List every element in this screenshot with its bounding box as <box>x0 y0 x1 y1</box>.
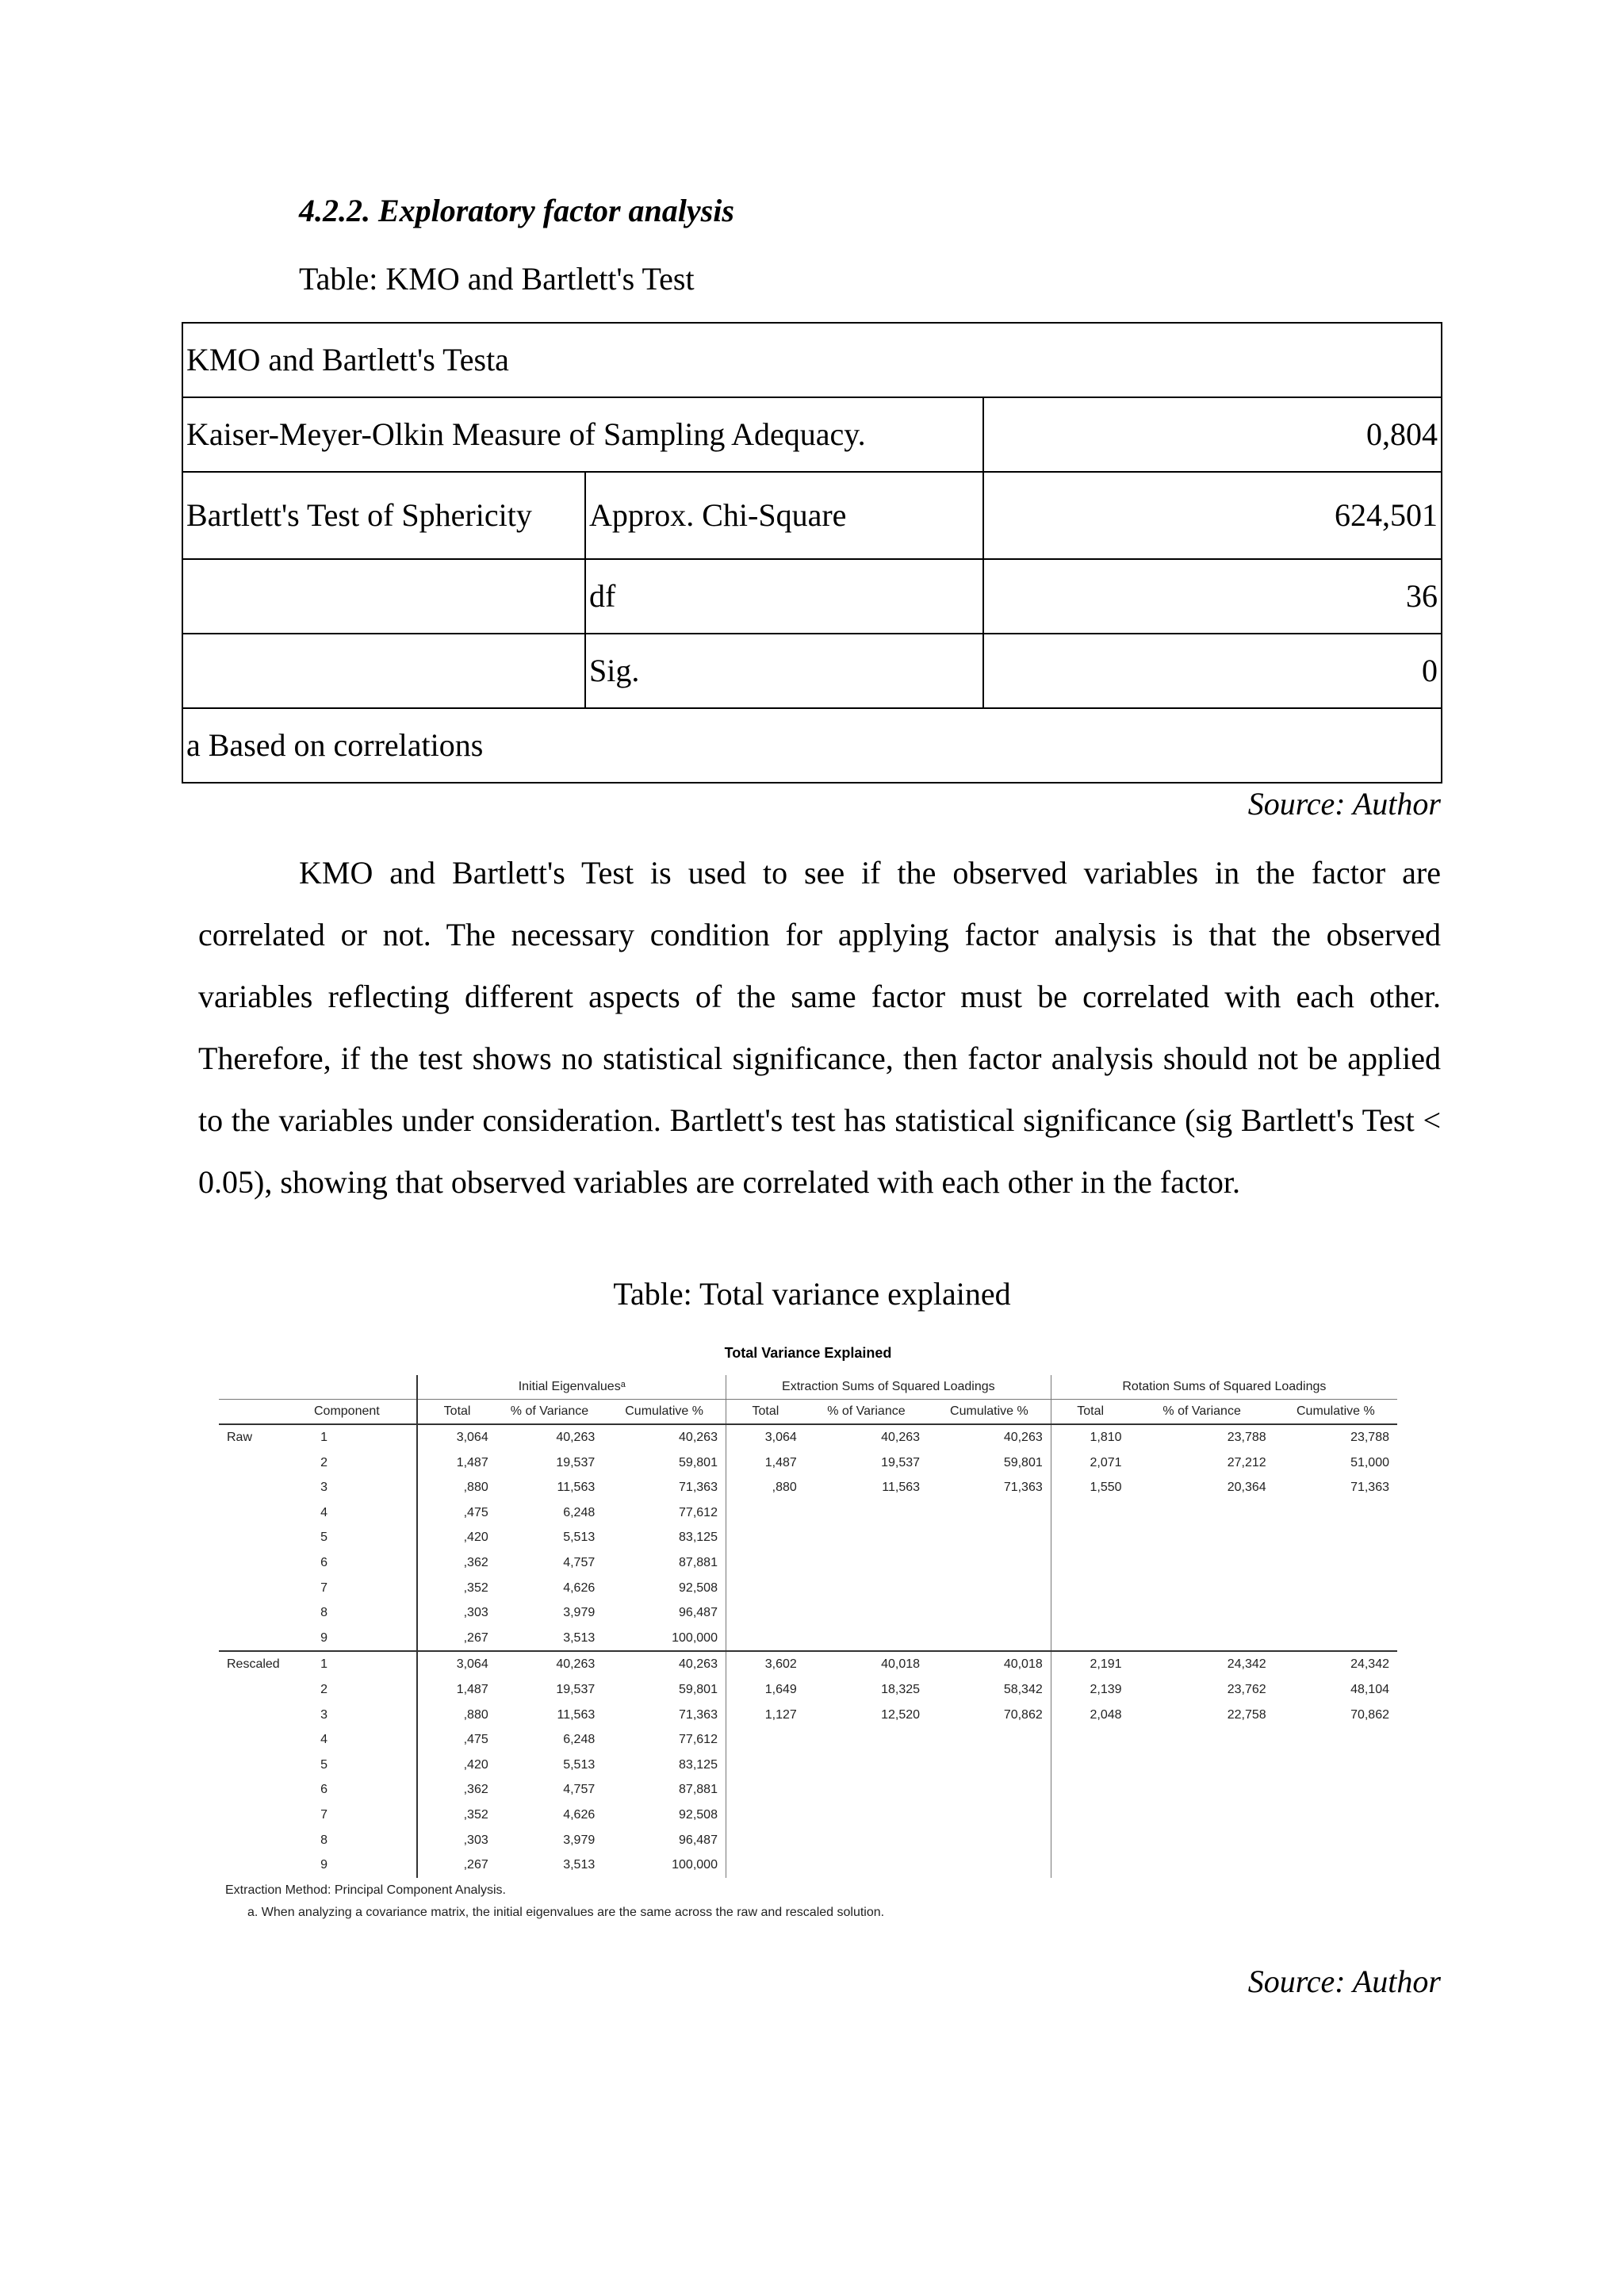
value-cell: 40,263 <box>496 1424 603 1450</box>
table-row <box>219 1500 1397 1526</box>
value-cell: 40,263 <box>603 1651 726 1677</box>
table-row <box>219 1424 1397 1450</box>
table1-caption: Table: KMO and Bartlett's Test <box>299 261 695 297</box>
value-cell: 48,104 <box>1350 1682 1389 1696</box>
value-cell: 3,513 <box>563 1630 596 1645</box>
value-cell: 100,000 <box>672 1858 718 1872</box>
value-cell: 3,513 <box>563 1858 596 1872</box>
group-header-rotation: Rotation Sums of Squared Loadings <box>1051 1375 1397 1400</box>
value-cell: ,420 <box>417 1753 496 1778</box>
value-cell: 11,563 <box>557 1481 596 1495</box>
value-cell: 59,801 <box>679 1455 718 1469</box>
value-cell <box>1274 1803 1397 1828</box>
value-cell: 23,788 <box>1274 1424 1397 1450</box>
value-cell <box>1130 1600 1274 1626</box>
value-cell <box>1274 1852 1397 1878</box>
value-cell <box>1274 1727 1397 1753</box>
value-cell <box>928 1727 1051 1753</box>
chi-square-value: 624,501 <box>983 472 1442 559</box>
value-cell: 1,487 <box>417 1450 496 1476</box>
value-cell <box>726 1525 804 1550</box>
value-cell: 4,626 <box>563 1807 596 1822</box>
value-cell <box>1130 1500 1274 1526</box>
value-cell <box>1130 1828 1274 1853</box>
value-cell: 3,979 <box>563 1833 596 1847</box>
value-cell <box>1130 1753 1274 1778</box>
value-cell: ,303 <box>417 1600 496 1626</box>
table-row <box>219 1600 1397 1626</box>
component-number: 8 <box>317 1600 417 1626</box>
component-number: 7 <box>317 1576 417 1601</box>
section-heading: 4.2.2. Exploratory factor analysis <box>299 193 734 228</box>
value-cell <box>1051 1852 1129 1878</box>
value-cell <box>1130 1777 1274 1803</box>
value-cell: 1,649 <box>726 1677 804 1703</box>
value-cell <box>805 1803 928 1828</box>
value-cell <box>1130 1626 1274 1652</box>
value-cell: 5,513 <box>563 1757 596 1772</box>
value-cell: 83,125 <box>679 1531 718 1545</box>
value-cell <box>1274 1626 1397 1652</box>
value-cell: ,475 <box>417 1727 496 1753</box>
value-cell <box>726 1727 804 1753</box>
table-row <box>219 1677 1397 1703</box>
component-header: Component <box>219 1400 417 1425</box>
value-cell <box>1274 1550 1397 1576</box>
value-cell: 71,363 <box>1350 1481 1389 1495</box>
table-row <box>219 1550 1397 1576</box>
value-cell <box>1051 1626 1129 1652</box>
value-cell: ,420 <box>417 1525 496 1550</box>
value-cell: 59,801 <box>1003 1455 1043 1469</box>
component-number: 7 <box>317 1803 417 1828</box>
value-cell <box>1130 1550 1274 1576</box>
value-cell <box>1274 1525 1397 1550</box>
value-cell <box>805 1727 928 1753</box>
value-cell: 4,626 <box>563 1580 596 1595</box>
df-value: 36 <box>983 559 1442 634</box>
value-cell: 18,325 <box>881 1682 921 1696</box>
value-cell: 19,537 <box>556 1455 596 1469</box>
value-cell: 40,263 <box>496 1651 603 1677</box>
value-cell: 71,363 <box>1003 1481 1043 1495</box>
value-cell <box>1051 1600 1129 1626</box>
value-cell <box>805 1500 928 1526</box>
value-cell <box>928 1828 1051 1853</box>
value-cell: ,880 <box>417 1703 496 1728</box>
value-cell: ,880 <box>726 1475 804 1500</box>
component-number: 4 <box>317 1727 417 1753</box>
group-header-extraction: Extraction Sums of Squared Loadings <box>726 1375 1051 1400</box>
value-cell: ,303 <box>417 1828 496 1853</box>
value-cell: 2,071 <box>1051 1450 1129 1476</box>
value-cell <box>928 1852 1051 1878</box>
table-row <box>219 1777 1397 1803</box>
value-cell: ,267 <box>417 1852 496 1878</box>
value-cell: 3,064 <box>417 1651 496 1677</box>
value-cell <box>805 1525 928 1550</box>
value-cell: ,352 <box>417 1576 496 1601</box>
value-cell: 27,212 <box>1227 1455 1266 1469</box>
value-cell: 1,127 <box>726 1703 804 1728</box>
value-cell: 19,537 <box>556 1682 596 1696</box>
value-cell: 40,263 <box>928 1424 1051 1450</box>
value-cell <box>726 1626 804 1652</box>
value-cell: 77,612 <box>679 1733 718 1747</box>
value-cell: 40,018 <box>805 1651 928 1677</box>
value-cell: 2,191 <box>1051 1651 1129 1677</box>
sub-header: Cumulative % <box>1274 1400 1397 1425</box>
value-cell <box>726 1852 804 1878</box>
group-label: Raw <box>219 1424 317 1651</box>
table-row <box>219 1450 1397 1476</box>
table2-caption: Table: Total variance explained <box>613 1276 1011 1312</box>
sub-header: % of Variance <box>496 1400 603 1425</box>
table1-source: Source: Author <box>1247 786 1441 822</box>
value-cell <box>726 1550 804 1576</box>
value-cell <box>928 1525 1051 1550</box>
sig-label: Sig. <box>585 634 983 708</box>
table-row <box>219 1703 1397 1728</box>
value-cell: 70,862 <box>1003 1707 1043 1722</box>
value-cell <box>726 1803 804 1828</box>
table-row <box>219 1803 1397 1828</box>
value-cell: 4,757 <box>563 1783 596 1797</box>
value-cell <box>726 1576 804 1601</box>
value-cell: 4,757 <box>563 1555 596 1569</box>
value-cell: 1,487 <box>726 1450 804 1476</box>
value-cell <box>726 1828 804 1853</box>
value-cell <box>928 1500 1051 1526</box>
component-number: 5 <box>317 1753 417 1778</box>
value-cell: 40,263 <box>603 1424 726 1450</box>
spss-table-title: Total Variance Explained <box>724 1345 892 1361</box>
table-row <box>219 1626 1397 1652</box>
sig-value: 0 <box>983 634 1442 708</box>
value-cell: ,880 <box>417 1475 496 1500</box>
table-row <box>219 1828 1397 1853</box>
value-cell: 71,363 <box>679 1707 718 1722</box>
value-cell <box>805 1626 928 1652</box>
value-cell: 70,862 <box>1350 1707 1389 1722</box>
sub-header: Cumulative % <box>928 1400 1051 1425</box>
value-cell <box>1274 1500 1397 1526</box>
value-cell: 24,342 <box>1130 1651 1274 1677</box>
value-cell: 40,263 <box>805 1424 928 1450</box>
kmo-table-header: KMO and Bartlett's Testa <box>182 323 1442 397</box>
component-number: 4 <box>317 1500 417 1526</box>
stub-header-blank <box>219 1375 417 1400</box>
value-cell <box>1051 1576 1129 1601</box>
value-cell: 2,048 <box>1051 1703 1129 1728</box>
component-number: 2 <box>317 1677 417 1703</box>
value-cell <box>1051 1550 1129 1576</box>
value-cell <box>1051 1727 1129 1753</box>
chi-square-label: Approx. Chi-Square <box>585 472 983 559</box>
value-cell: 20,364 <box>1227 1481 1266 1495</box>
value-cell: ,352 <box>417 1803 496 1828</box>
value-cell: 71,363 <box>679 1481 718 1495</box>
table2-source: Source: Author <box>1247 1964 1441 1999</box>
value-cell: 58,342 <box>1003 1682 1043 1696</box>
total-variance-table <box>219 1375 1397 1878</box>
empty-cell <box>182 634 585 708</box>
value-cell: 12,520 <box>881 1707 921 1722</box>
bartlett-label: Bartlett's Test of Sphericity <box>182 472 585 559</box>
sub-header: Total <box>1051 1400 1129 1425</box>
value-cell: 87,881 <box>679 1783 718 1797</box>
kmo-label: Kaiser-Meyer-Olkin Measure of Sampling Adequacy. <box>182 397 983 472</box>
value-cell <box>1051 1803 1129 1828</box>
table-row <box>219 1525 1397 1550</box>
value-cell <box>928 1626 1051 1652</box>
sub-header: Total <box>726 1400 804 1425</box>
value-cell <box>726 1753 804 1778</box>
value-cell <box>1274 1576 1397 1601</box>
value-cell <box>1274 1828 1397 1853</box>
component-number: 2 <box>317 1450 417 1476</box>
value-cell: ,475 <box>417 1500 496 1526</box>
value-cell <box>805 1550 928 1576</box>
table-row <box>219 1727 1397 1753</box>
value-cell <box>1051 1828 1129 1853</box>
value-cell <box>805 1828 928 1853</box>
value-cell: 92,508 <box>679 1807 718 1822</box>
value-cell: 11,563 <box>882 1481 921 1495</box>
table-row <box>219 1576 1397 1601</box>
kmo-value: 0,804 <box>983 397 1442 472</box>
value-cell: 3,979 <box>563 1606 596 1620</box>
value-cell <box>1130 1525 1274 1550</box>
value-cell: 87,881 <box>679 1555 718 1569</box>
component-number: 5 <box>317 1525 417 1550</box>
value-cell: 6,248 <box>563 1505 596 1519</box>
value-cell <box>805 1753 928 1778</box>
value-cell <box>928 1803 1051 1828</box>
value-cell <box>1130 1852 1274 1878</box>
value-cell <box>726 1600 804 1626</box>
value-cell: 92,508 <box>679 1580 718 1595</box>
value-cell: ,267 <box>417 1626 496 1652</box>
table-row <box>219 1852 1397 1878</box>
df-label: df <box>585 559 983 634</box>
value-cell: 59,801 <box>679 1682 718 1696</box>
kmo-footnote: a Based on correlations <box>182 708 1442 783</box>
group-header-initial: Initial Eigenvaluesᵃ <box>417 1375 726 1400</box>
value-cell: 22,758 <box>1227 1707 1266 1722</box>
value-cell <box>805 1777 928 1803</box>
value-cell: 96,487 <box>679 1833 718 1847</box>
value-cell: 3,064 <box>726 1424 804 1450</box>
value-cell: 6,248 <box>563 1733 596 1747</box>
spss-footnote-method: Extraction Method: Principal Component Analysis. <box>225 1883 506 1897</box>
component-number: 9 <box>317 1852 417 1878</box>
sub-header: % of Variance <box>1130 1400 1274 1425</box>
value-cell <box>928 1576 1051 1601</box>
value-cell: 3,064 <box>417 1424 496 1450</box>
value-cell <box>726 1777 804 1803</box>
body-paragraph: KMO and Bartlett's Test is used to see if the observed variables in the factor are correlated or not. The necessary condition for applying factor analysis is that the observed variables reflecting different aspects of the same factor must be correlated with each other. Therefore, if the test shows no statistical significance, then factor analysis should not be applied to the variables under consideration. Bartlett's test has statistical significance (sig Bartlett's Test < 0.05), showing that observed variables are correlated with each other in the factor. <box>198 855 1441 1200</box>
value-cell: 40,018 <box>928 1651 1051 1677</box>
value-cell <box>928 1777 1051 1803</box>
value-cell <box>1130 1576 1274 1601</box>
value-cell <box>1051 1777 1129 1803</box>
value-cell: 3,602 <box>726 1651 804 1677</box>
spss-footnote-a: a. When analyzing a covariance matrix, the initial eigenvalues are the same across the raw and rescaled solution. <box>247 1906 885 1919</box>
value-cell <box>928 1600 1051 1626</box>
value-cell <box>928 1550 1051 1576</box>
component-number: 3 <box>317 1475 417 1500</box>
value-cell: 24,342 <box>1274 1651 1397 1677</box>
value-cell <box>805 1852 928 1878</box>
value-cell <box>1130 1803 1274 1828</box>
value-cell <box>1274 1777 1397 1803</box>
component-number: 8 <box>317 1828 417 1853</box>
component-number: 1 <box>317 1651 417 1677</box>
value-cell <box>726 1500 804 1526</box>
sub-header: % of Variance <box>805 1400 928 1425</box>
value-cell: 5,513 <box>563 1531 596 1545</box>
value-cell: 23,762 <box>1227 1682 1266 1696</box>
value-cell: 100,000 <box>672 1630 718 1645</box>
value-cell: 11,563 <box>557 1707 596 1722</box>
value-cell <box>1274 1600 1397 1626</box>
value-cell: ,362 <box>417 1550 496 1576</box>
table-row <box>219 1475 1397 1500</box>
value-cell <box>1130 1727 1274 1753</box>
value-cell <box>1051 1753 1129 1778</box>
component-number: 9 <box>317 1626 417 1652</box>
table-row <box>219 1753 1397 1778</box>
value-cell: 83,125 <box>679 1757 718 1772</box>
component-number: 1 <box>317 1424 417 1450</box>
value-cell <box>1274 1753 1397 1778</box>
group-label: Rescaled <box>219 1651 317 1877</box>
value-cell: 1,487 <box>417 1677 496 1703</box>
component-number: 6 <box>317 1777 417 1803</box>
empty-cell <box>182 559 585 634</box>
value-cell: 96,487 <box>679 1606 718 1620</box>
sub-header: Total <box>417 1400 496 1425</box>
component-number: 6 <box>317 1550 417 1576</box>
value-cell <box>928 1753 1051 1778</box>
table-row <box>219 1651 1397 1677</box>
value-cell: 51,000 <box>1350 1455 1389 1469</box>
value-cell <box>1051 1500 1129 1526</box>
sub-header: Cumulative % <box>603 1400 726 1425</box>
value-cell: 23,788 <box>1130 1424 1274 1450</box>
value-cell <box>805 1600 928 1626</box>
value-cell: 77,612 <box>679 1505 718 1519</box>
value-cell: 19,537 <box>881 1455 921 1469</box>
kmo-bartlett-table <box>182 322 1442 784</box>
value-cell: 2,139 <box>1051 1677 1129 1703</box>
value-cell: 1,810 <box>1051 1424 1129 1450</box>
value-cell <box>1051 1525 1129 1550</box>
value-cell <box>805 1576 928 1601</box>
value-cell: 1,550 <box>1051 1475 1129 1500</box>
component-number: 3 <box>317 1703 417 1728</box>
value-cell: ,362 <box>417 1777 496 1803</box>
